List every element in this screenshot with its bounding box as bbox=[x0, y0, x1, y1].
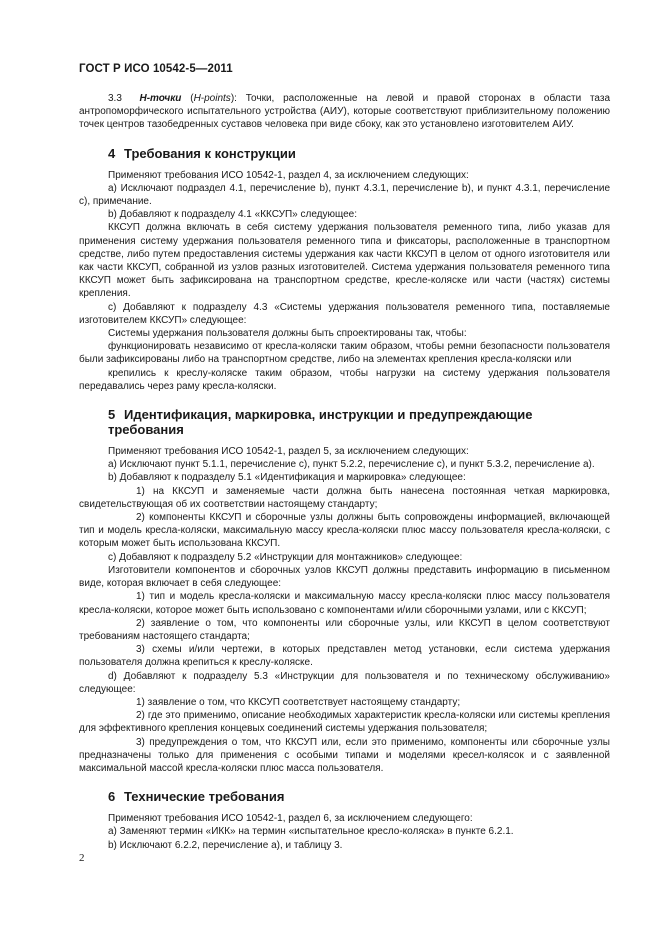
section-5-paragraph: 2) компоненты ККСУП и сборочные узлы должны быть сопровождены информацией, включающей тип и модель кресла-коляски, максимальную массу кресла-коляски плюс массу пользователя кресла-коляски, с которым может быть использована ККСУП. bbox=[79, 512, 610, 550]
section-4-paragraph: b) Добавляют к подразделу 4.1 «ККСУП» следующее: bbox=[108, 209, 358, 221]
section-6-paragraph: Применяют требования ИСО 10542-1, раздел 6, за исключением следующего: bbox=[108, 813, 473, 825]
section-5-paragraph: Применяют требования ИСО 10542-1, раздел 5, за исключением следующих: bbox=[108, 446, 469, 458]
section-6-paragraph: а) Заменяют термин «ИКК» на термин «испытательное кресло-коляска» в пункте 6.2.1. bbox=[108, 826, 514, 838]
section-5-paragraph: d) Добавляют к подразделу 5.3 «Инструкции для пользователя и по техническому обслуживанию» следующее: bbox=[79, 670, 610, 695]
section-5-paragraph: 1) заявление о том, что ККСУП соответствует настоящему стандарту; bbox=[136, 696, 461, 708]
section-5-paragraph: 1) на ККСУП и заменяемые части должна быть нанесена постоянная четкая маркировка, свидетельствующая об их соответствии настоящему стандарту; bbox=[79, 485, 610, 510]
section-5-paragraph: 1) тип и модель кресла-коляски и максимальную массу кресла-коляски плюс массу пользователя кресла-коляски, которое может быть использовано с компонентами и/или сборочными узлами, или с ККСУП; bbox=[79, 591, 610, 616]
definition-term-en: H-points bbox=[193, 93, 231, 104]
section-5-paragraph: 3) схемы и/или чертежи, в которых представлен метод установки, если система удержания пользователя должна крепиться к креслу-коляске. bbox=[79, 644, 610, 669]
definition-3-3: 3.3 H-точки (H-points): Точки, расположенные на левой и правой сторонах в области таза антропоморфического испытательного устройства (АИУ), которые соответствуют приблизительному положению точек центров тазобедренных суставов человека при виде сбоку, как это установлено изготовителем АИУ. bbox=[79, 93, 611, 131]
section-5-paragraph: с) Добавляют к подразделу 5.2 «Инструкции для монтажников» следующее: bbox=[108, 551, 463, 563]
document-body bbox=[79, 92, 610, 852]
section-4-paragraph: Системы удержания пользователя должны быть спроектированы так, чтобы: bbox=[108, 328, 467, 340]
section-4-heading: 4 Требования к конструкции bbox=[108, 145, 296, 161]
section-5-paragraph: а) Исключают пункт 5.1.1, перечисление с), пункт 5.2.2, перечисление с), и пункт 5.3.2, перечисление а). bbox=[108, 459, 595, 471]
section-4-paragraph: крепились к креслу-коляске таким образом, чтобы нагрузки на систему удержания пользователя передавались через раму кресла-коляски. bbox=[79, 367, 610, 392]
section-4-paragraph: а) Исключают подраздел 4.1, перечисление b), пункт 4.3.1, перечисление b), и пункт 4.3.1, перечисление с), примечание. bbox=[79, 182, 610, 208]
section-4-paragraph: с) Добавляют к подразделу 4.3 «Системы удержания пользователя ременного типа, поставляемые изготовителем ККСУП» следующее: bbox=[79, 301, 610, 326]
definition-text: Точки, расположенные на левой и правой сторонах в области таза антропоморфического испытательного устройства (АИУ), которые соответствуют приблизительному положению точек центров тазобедренных суставов человека при виде сбоку, как это установлено изготовителем АИУ. bbox=[79, 93, 611, 131]
standard-header: ГОСТ Р ИСО 10542-5—2011 bbox=[79, 63, 233, 75]
section-4-paragraph: ККСУП должна включать в себя систему удержания пользователя ременного типа, либо указав для применения систему удержания пользователя ременного типа и фиксаторы, расположенные в транспортном средстве, либо путем предоставления системы удержания как части ККСУП в целом от одного изготовителя или как части ККСУП, собранной из узлов разных изготовителей. Система удержания пользователя ременного типа ККСУП может быть зафиксирована на транспортном средстве, кресле-коляске или части (частях) системы крепления. bbox=[79, 222, 610, 300]
section-6-heading: 6 Технические требования bbox=[108, 789, 285, 805]
section-5-paragraph: b) Добавляют к подразделу 5.1 «Идентификация и маркировка» следующее: bbox=[108, 472, 466, 484]
section-4-paragraph: Применяют требования ИСО 10542-1, раздел 4, за исключением следующих: bbox=[108, 169, 469, 181]
section-5-paragraph: 2) заявление о том, что компоненты или сборочные узлы, или ККСУП в целом соответствуют требованиям настоящего стандарта; bbox=[79, 617, 610, 642]
section-5-heading: 5 Идентификация, маркировка, инструкции и предупреждающие требования bbox=[108, 407, 533, 438]
definition-number: 3.3 bbox=[108, 93, 122, 104]
section-5-paragraph: 2) где это применимо, описание необходимых характеристик кресла-коляски или системы крепления для эффективного крепления концевых соединений системы удержания пользователя; bbox=[79, 710, 610, 735]
section-4-paragraph: функционировать независимо от кресла-коляски таким образом, чтобы ремни безопасности пользователя были зафиксированы либо на транспортном средстве, либо на элементах крепления кресла-коляски или bbox=[79, 341, 610, 366]
definition-term: H-точки bbox=[139, 93, 182, 104]
section-6-paragraph: b) Исключают 6.2.2, перечисление а), и таблицу 3. bbox=[108, 839, 343, 851]
page-number: 2 bbox=[79, 852, 85, 864]
section-5-paragraph: 3) предупреждения о том, что ККСУП или, если это применимо, компоненты или сборочные узлы предназначены только для применения с особыми типами и моделями кресел-колясок и с заявленной максимальной массой кресла-коляски плюс масса пользователя. bbox=[79, 736, 610, 774]
section-5-paragraph: Изготовители компонентов и сборочных узлов ККСУП должны представить информацию в письменном виде, которая включает в себя следующее: bbox=[79, 564, 610, 590]
